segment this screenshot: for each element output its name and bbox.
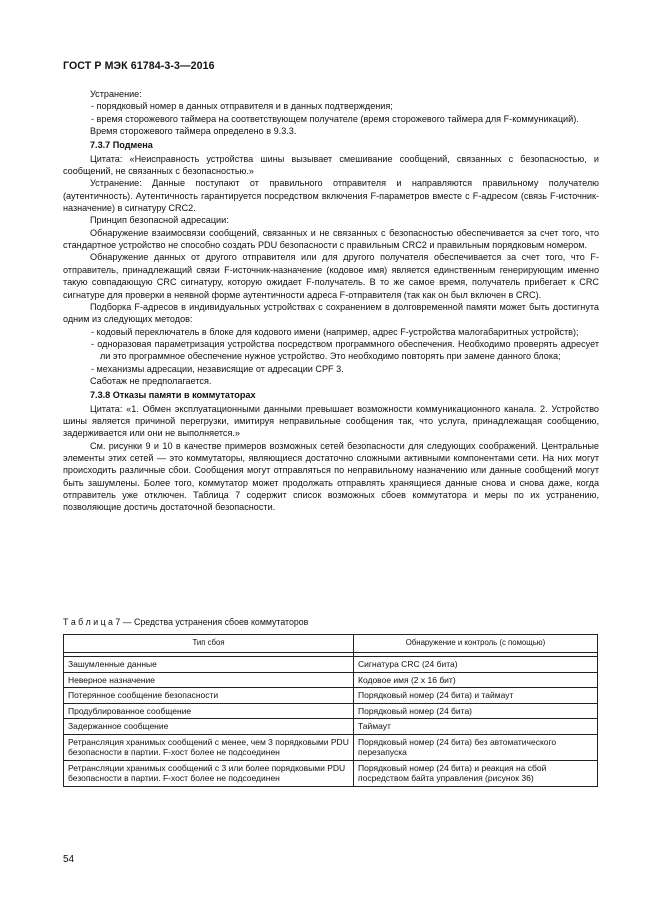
paragraph: Обнаружение взаимосвязи сообщений, связанных и не связанных с безопасностью обеспечивается за счет того, что стандартное устройство не способно создать PDU безопасности с правильным CRC2 и правильным порядковым номером. xyxy=(63,227,599,251)
method-item: - механизмы адресации, независящие от адресации CPF 3. xyxy=(91,363,344,374)
table-cell: Задержанное сообщение xyxy=(64,719,354,735)
table-caption xyxy=(63,617,308,627)
page-number: 54 xyxy=(63,854,75,865)
table-cell: Порядковый номер (24 бита) и реакция на сбой посредством байта управления (рисунок 36) xyxy=(354,760,598,786)
page-body xyxy=(63,88,599,514)
section-heading-7-3-7: 7.3.7 Подмена xyxy=(90,140,153,151)
remedy-item: - время сторожевого таймера на соответствующем получателе (время сторожевого таймера для F-коммуникаций). xyxy=(91,113,579,124)
table-cell: Продублированное сообщение xyxy=(64,703,354,719)
table-cell: Порядковый номер (24 бита) xyxy=(354,703,598,719)
table-cell: Ретрансляция хранимых сообщений с менее, чем 3 порядковыми PDU безопасности в партии. F-хост более не подсоединен xyxy=(64,734,354,760)
table-row xyxy=(64,703,598,719)
table-cell: Порядковый номер (24 бита) без автоматического перезапуска xyxy=(354,734,598,760)
table-cell: Кодовое имя (2 x 16 бит) xyxy=(354,672,598,688)
method-item: - кодовый переключатель в блоке для кодового имени (например, адрес F-устройства малогабаритных устройств); xyxy=(91,326,579,337)
section-heading-7-3-8: 7.3.8 Отказы памяти в коммутаторах xyxy=(90,390,256,401)
table-caption-title: 7 — Средства устранения сбоев коммутаторов xyxy=(115,617,309,627)
table-cell: Ретрансляции хранимых сообщений с 3 или более порядковыми PDU безопасности в партии. F-хост более не подсоединен xyxy=(64,760,354,786)
table-cell: Неверное назначение xyxy=(64,672,354,688)
table-cell: Зашумленные данные xyxy=(64,657,354,673)
table-caption-label: Т а б л и ц а xyxy=(63,617,113,627)
table-cell: Сигнатура CRC (24 бита) xyxy=(354,657,598,673)
paragraph: Подборка F-адресов в индивидуальных устройствах с сохранением в долговременной памяти может быть достигнута одним из следующих методов: xyxy=(63,301,599,325)
switch-failures-table xyxy=(63,634,598,787)
table-row xyxy=(64,719,598,735)
remedy-item: - порядковый номер в данных отправителя и в данных подтверждения; xyxy=(91,101,393,112)
remedy-label: Устранение: xyxy=(90,89,142,99)
watchdog-note: Время сторожевого таймера определено в 9.3.3. xyxy=(90,126,297,137)
paragraph: Обнаружение данных от другого отправителя или для другого получателя обеспечивается за счет того, что F-отправитель, принадлежащий связи F-источник-назначение (кодовое имя) является единственным генерирующим именно такую совпадающую CRC сигнатуру, которую ожидает F-получатель. В то же самое время, получатель прибегает к CRC сигнатуре для проверки в неявной форме аутентичности адреса F-отправителя (так как он был включен в CRC). xyxy=(63,252,599,300)
table-cell: Порядковый номер (24 бита) и таймаут xyxy=(354,688,598,704)
column-header: Тип сбоя xyxy=(64,635,354,653)
page-header-title: ГОСТ Р МЭК 61784-3-3—2016 xyxy=(63,60,215,72)
quote-paragraph: Цитата: «Неисправность устройства шины вызывает смешивание сообщений, связанных с безопасностью, и сообщений, не связанных с безопасностью.» xyxy=(63,153,599,177)
column-header: Обнаружение и контроль (с помощью) xyxy=(354,635,598,653)
table-row xyxy=(64,657,598,673)
table-cell: Таймаут xyxy=(354,719,598,735)
table-cell: Потерянное сообщение безопасности xyxy=(64,688,354,704)
sabotage-note: Саботаж не предполагается. xyxy=(90,375,212,386)
quote-paragraph: Цитата: «1. Обмен эксплуатационными данными превышает возможности коммуникационного канала. 2. Устройство шины является причиной перегрузки, имитируя неправильные сообщения так, что услуга, принадлежащая сообщению, задерживается или они не выполняется.» xyxy=(63,403,599,439)
table-header-row xyxy=(64,635,598,653)
remedy-paragraph: Устранение: Данные поступают от правильного отправителя и направляются правильному получателю (аутентичность). Аутентичность гарантируется посредством включения F-параметров вместе с F-адресом (связь F-источник-назначение) в сигнатуру CRC2. xyxy=(63,178,599,214)
table-row xyxy=(64,734,598,760)
paragraph: См. рисунки 9 и 10 в качестве примеров возможных сетей безопасности для следующих соображений. Центральные элементы этих сетей — это коммутаторы, являющиеся достаточно сложными активными компонентами сети. На них могут происходить различные сбои. Сообщения могут отправляться по неправильному назначению или данные сообщений могут быть зашумлены. Более того, коммутатор может продолжать отправлять хранящиеся данные снова и снова даже, когда отправитель уже отключен. Таблица 7 содержит список возможных сбоев коммутатора и меры по их устранению, позволяющие достичь достаточной безопасности. xyxy=(63,440,599,513)
method-item: - одноразовая параметризация устройства посредством программного обеспечения. Необходимо проверять адресует ли это программное обеспечение нужное устройство. Это необходимо повторять при замене данного блока; xyxy=(91,338,599,362)
table-row xyxy=(64,672,598,688)
table-row xyxy=(64,760,598,786)
principle-label: Принцип безопасной адресации: xyxy=(90,215,229,226)
table-row xyxy=(64,688,598,704)
